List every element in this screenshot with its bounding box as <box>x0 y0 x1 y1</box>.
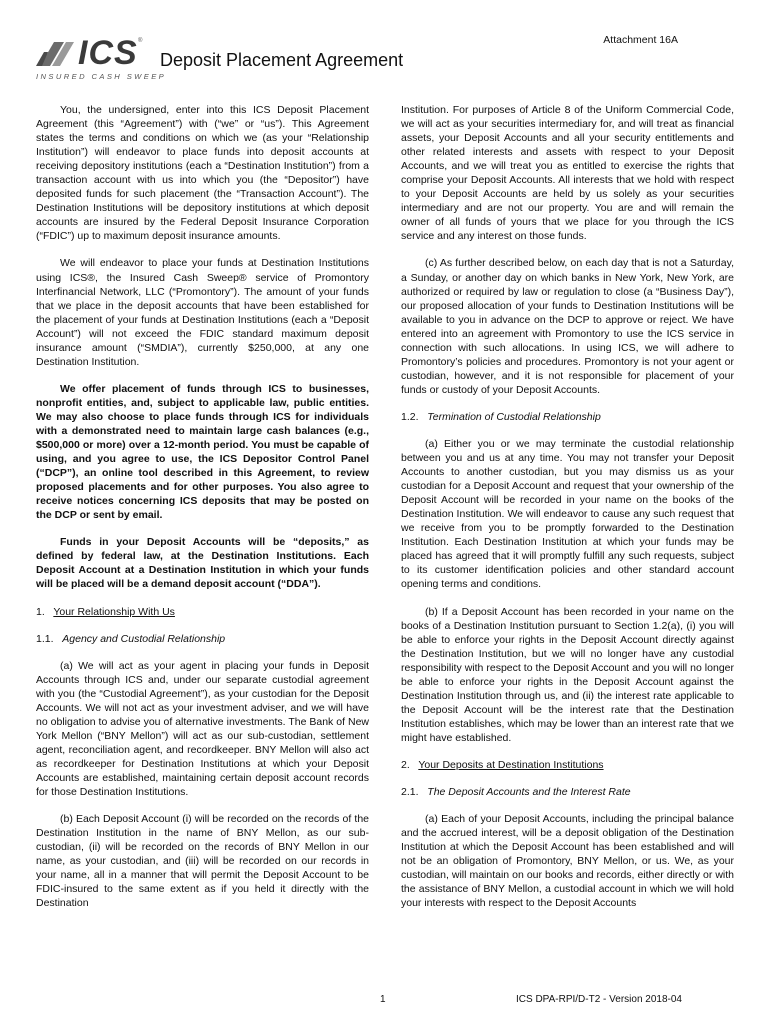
attachment-label: Attachment 16A <box>603 34 678 46</box>
section-2-1-number: 2.1. <box>401 786 419 799</box>
section-1-1-number: 1.1. <box>36 632 54 645</box>
logo-tagline: INSURED CASH SWEEP <box>36 72 167 81</box>
version-label: ICS DPA-RPI/D-T2 - Version 2018-04 <box>516 994 682 1005</box>
section-1-1-heading <box>36 632 369 646</box>
ics-logo <box>34 34 167 86</box>
logo-trademark: ® <box>138 38 143 44</box>
right-column <box>401 103 734 923</box>
section-1-title: Your Relationship With Us <box>53 605 175 618</box>
section-1-2-a-paragraph: (a) Either you or we may terminate the custodial relationship between you and us at any time. You may not transfer your Deposit Accounts to another custodian, but you may dismiss us as your custodian for a Deposit Account and request that your ownership of the Deposit Account will be recorded in your name on the books of the Destination Institution. We will endeavor to cause any such request that we receive from you to be promptly forwarded to the Destination Institution. Each Destination Institution at which your funds may be placed has agreed that it will promptly fulfill any such requests, subject to its customer identification policies and other standard account opening terms and conditions. <box>401 437 734 591</box>
section-2-1-heading <box>401 785 734 799</box>
left-column <box>36 103 369 923</box>
page-number: 1 <box>380 994 386 1005</box>
section-1-2-heading <box>401 410 734 424</box>
document-title: Deposit Placement Agreement <box>160 50 404 70</box>
section-1-number: 1. <box>36 605 45 618</box>
intro-paragraph: You, the undersigned, enter into this ICS Deposit Placement Agreement (this “Agreement”) with (“we” or “us”). This Agreement states the terms and conditions on which we (as your “Relationship Institution”) will endeavor to place funds into deposit accounts at receiving depository institutions (each a “Destination Institution”) from a transaction account with us into which you (the “Depositor”) have deposited funds for such placement (the “Transaction Account”). The Destination Institutions will be depository institutions at which deposit accounts are insured by the Federal Deposit Insurance Corporation (“FDIC”) up to maximum deposit insurance amounts. <box>36 104 369 243</box>
section-2-title: Your Deposits at Destination Institutions <box>418 758 604 771</box>
section-2-heading <box>401 758 734 772</box>
eligibility-paragraph: We offer placement of funds through ICS to businesses, nonprofit entities, and, subject to applicable law, public entities. We may also choose to place funds through ICS for individuals with a demonstrated need to maintain large cash balances (e.g., $500,000 or more) over a 12-month period. You must be capable of using, and you agree to use, the ICS Depositor Control Panel (“DCP”), an online tool described in this Agreement, to review proposed placements and for other purposes. You also agree to receive notices concerning ICS deposits that may be posted on the DCP or sent by email. <box>36 382 369 522</box>
section-1-heading <box>36 605 369 619</box>
ucc-paragraph: Institution. For purposes of Article 8 of the Uniform Commercial Code, we will act as your securities intermediary for, and will treat as financial assets, your Deposit Accounts and all your security entitlements and other related interests and assets with respect to your Deposit Accounts, and we will treat you as entitled to exercise the rights that comprise your Deposit Accounts. All interests that we hold with respect to your Deposit Accounts are held by us solely as your securities intermediary and are not our property. You are and will remain the owner of all funds of yours that we place for you through the ICS service and any interest on those funds. <box>401 104 734 243</box>
section-1-1-c-paragraph: (c) As further described below, on each day that is not a Saturday, a Sunday, or another day on which banks in New York, New York, are authorized or required by law or regulation to close (a “Business Day”), our proposed allocation of your funds to Destination Institutions will be available to you in advance on the DCP to approve or reject. We have entered into an agreement with Promontory to use the ICS service in connection with such allocations. In using ICS, we will adhere to Promontory’s policies and procedures. Promontory is not your agent or custodian, however, and it is not responsible for placement of your funds or custody of your Deposit Accounts. <box>401 257 734 396</box>
ics-service-paragraph: We will endeavor to place your funds at Destination Institutions using ICS®, the Insured Cash Sweep® service of Promontory Interfinancial Network, LLC (“Promontory”). The amount of your funds that we place in the deposit accounts that have been established for the placement of your funds at Destination Institutions (each a “Deposit Account”) will not exceed the FDIC standard maximum deposit insurance amount (“SMDIA”), currently $250,000, at any one Destination Institution. <box>36 257 369 368</box>
section-2-number: 2. <box>401 758 410 771</box>
deposits-definition-paragraph: Funds in your Deposit Accounts will be “deposits,” as defined by federal law, at the Destination Institutions. Each Deposit Account at a Destination Institution in which your funds will be placed will be a demand deposit account (“DDA”). <box>36 536 369 591</box>
section-1-2-b-paragraph: (b) If a Deposit Account has been recorded in your name on the books of a Destination Institution pursuant to Section 1.2(a), (i) you will be able to enforce your rights in the Deposit Account directly against the Destination Institution, but we will no longer have any custodial responsibility with respect to the Deposit Account and you will no longer be able to enforce your rights in the Deposit Account against the Destination Institution through us, and (ii) the interest rate applicable to the Deposit Account will be the interest rate that the Destination Institution establishes, which may be lower than an interest rate that we might have established. <box>401 605 734 744</box>
section-2-1-a-paragraph: (a) Each of your Deposit Accounts, including the principal balance and the accrued interest, will be a deposit obligation of the Destination Institution at which the Deposit Account has been established and will not be an obligation of Promontory, BNY Mellon, or us. We, as your custodian, will maintain on our books and records, either directly or with the assistance of BNY Mellon, a custodial account in which we will hold your interests with respect to the Deposit Accounts <box>401 813 734 910</box>
section-1-2-title: Termination of Custodial Relationship <box>427 410 601 423</box>
section-1-1-a-paragraph: (a) We will act as your agent in placing your funds in Deposit Accounts through ICS and, under our separate custodial agreement with you (the “Custodial Agreement”), as your custodian for the Deposit Accounts. We will not act as your investment adviser, and we will have no obligation to advise you of alternative investments. The Bank of New York Mellon (“BNY Mellon”) will act as our sub-custodian, settlement agent, reconciliation agent, and recordkeeper. BNY Mellon will also act as recordkeeper for Destination Institutions at which your Deposit Accounts are established, maintaining certain deposit account records for those Destination Institutions. <box>36 659 369 799</box>
section-1-1-b-paragraph: (b) Each Deposit Account (i) will be recorded on the records of the Destination Institution in the name of BNY Mellon, as our sub-custodian, (ii) will be recorded on the records of BNY Mellon in our name, as your custodian, and (iii) will be recorded on our records in your name, all in a manner that will permit the Deposit Account to be FDIC-insured to the same extent as if you held it directly with the Destination <box>36 813 369 910</box>
section-2-1-title: The Deposit Accounts and the Interest Rate <box>427 786 631 799</box>
section-1-1-title: Agency and Custodial Relationship <box>62 632 226 645</box>
section-1-2-number: 1.2. <box>401 410 419 423</box>
logo-wordmark: ICS <box>78 34 138 72</box>
